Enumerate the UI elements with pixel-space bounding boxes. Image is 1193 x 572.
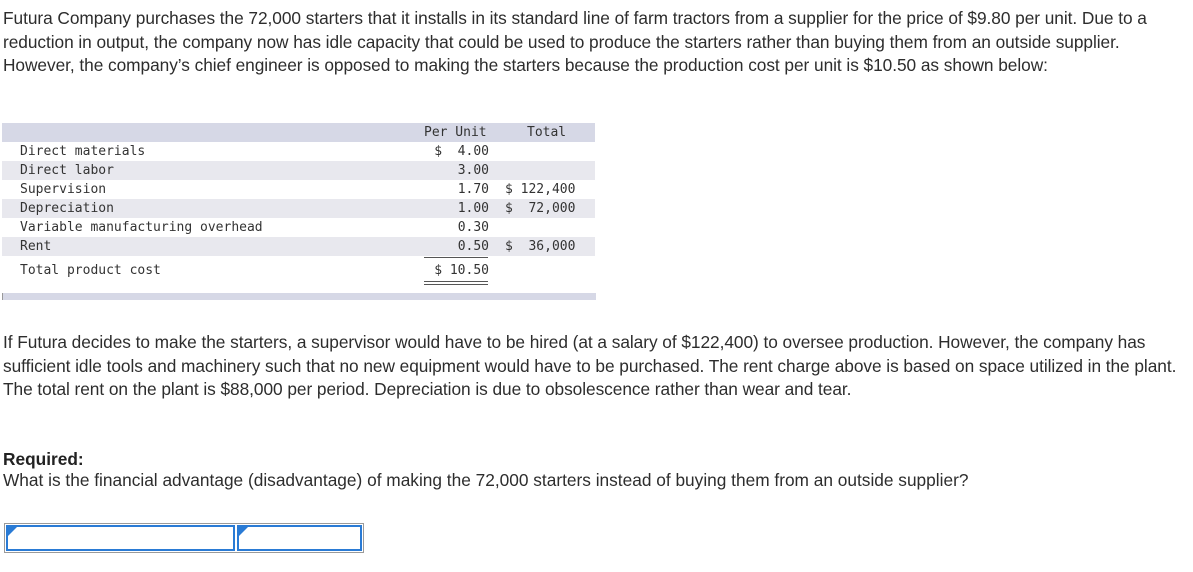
row-total-depreciation: $ 72,000: [505, 201, 576, 216]
row-label-rent: Rent: [20, 239, 52, 254]
row-label-direct-materials: Direct materials: [20, 144, 146, 159]
table-footer-bar: [2, 293, 596, 300]
cost-table: [2, 123, 595, 301]
total-row-per-unit: $ 10.50: [434, 263, 489, 278]
row-label-supervision: Supervision: [20, 182, 107, 197]
row-label-variable-overhead: Variable manufacturing overhead: [20, 220, 263, 235]
answer-amount-input[interactable]: [237, 525, 362, 551]
input-corner-marker-icon: [239, 527, 248, 536]
row-per-unit-direct-materials: $ 4.00: [434, 144, 489, 159]
total-row-label: Total product cost: [20, 263, 161, 278]
row-total-rent: $ 36,000: [505, 239, 576, 254]
row-per-unit-depreciation: 1.00: [457, 201, 489, 216]
answer-label-input[interactable]: [6, 525, 235, 551]
subtotal-rule: [424, 257, 488, 258]
problem-details: If Futura decides to make the starters, a supervisor would have to be hired (at a salary of $122,400) to oversee production. However, the company has sufficient idle tools and machinery such that no new equipment would have to be purchased. The rent charge above is based on space utilized in the plant. The total rent on the plant is $88,000 per period. Depreciation is due to obsolescence rather than wear and tear.: [3, 332, 1177, 399]
table-header-band: [2, 123, 595, 142]
row-per-unit-variable-overhead: 0.30: [457, 220, 489, 235]
row-label-depreciation: Depreciation: [20, 201, 114, 216]
row-per-unit-rent: 0.50: [457, 239, 489, 254]
problem-intro: Futura Company purchases the 72,000 starters that it installs in its standard line of farm tractors from a supplier for the price of $9.80 per unit. Due to a reduction in output, the company now has idle capacity that could be used to produce the starters rather than buying them from an outside supplier. However, the company’s chief engineer is opposed to making the starters because the production cost per unit is $10.50 as shown below:: [3, 8, 1147, 75]
row-per-unit-supervision: 1.70: [457, 182, 489, 197]
required-heading: Required:: [3, 449, 84, 469]
header-per-unit: Per Unit: [424, 125, 487, 140]
row-total-variable-overhead: [505, 218, 585, 237]
row-per-unit-direct-labor: 3.00: [457, 163, 489, 178]
input-corner-marker-icon: [8, 527, 17, 536]
header-total: Total: [527, 125, 567, 140]
row-total-supervision: $ 122,400: [505, 182, 576, 197]
row-total-direct-labor: [505, 161, 585, 180]
row-label-direct-labor: Direct labor: [20, 163, 114, 178]
row-total-direct-materials: [505, 142, 585, 161]
total-double-rule: [424, 281, 488, 285]
required-question: What is the financial advantage (disadvantage) of making the 72,000 starters instead of buying them from an outside supplier?: [3, 470, 969, 490]
